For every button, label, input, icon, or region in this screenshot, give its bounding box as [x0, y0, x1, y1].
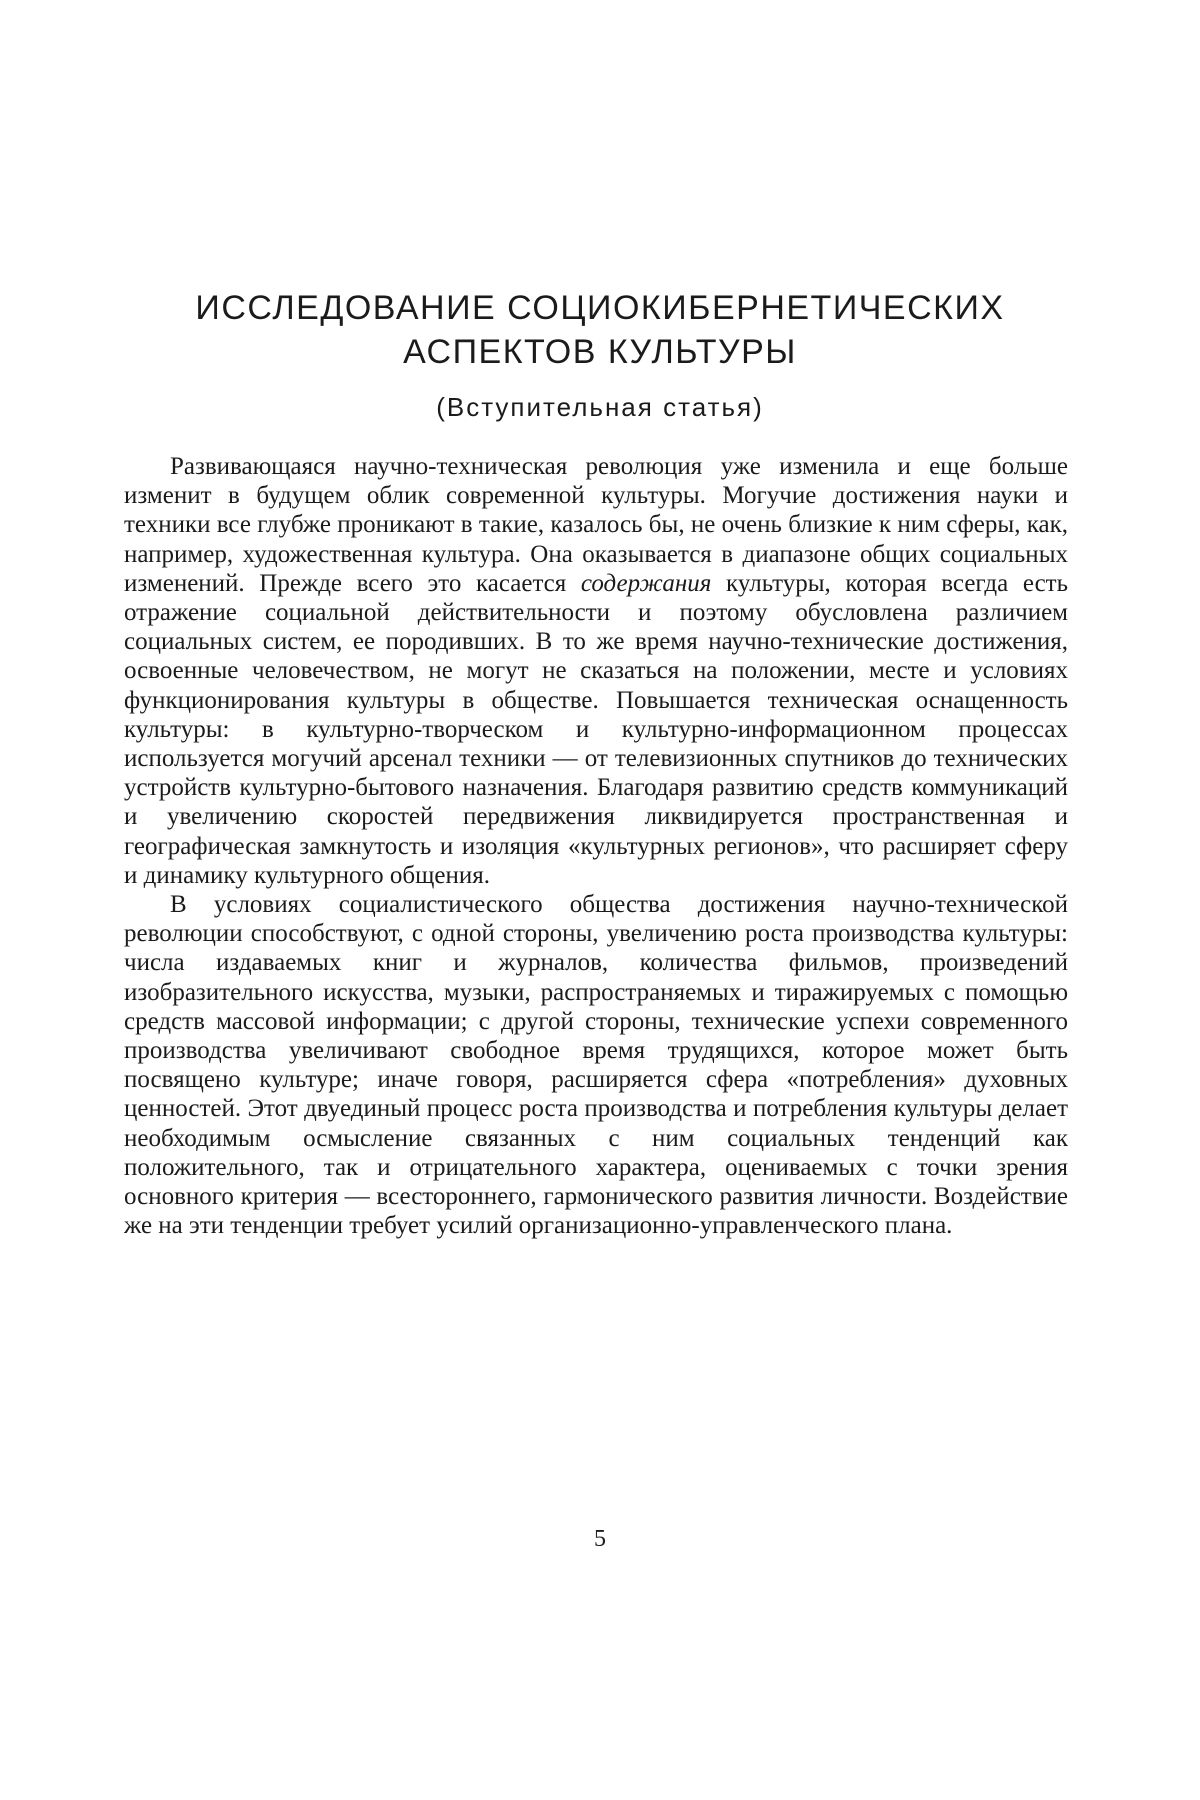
- article-title-line-2: АСПЕКТОВ КУЛЬТУРЫ: [403, 333, 797, 371]
- paragraph-1: [124, 452, 1068, 890]
- paragraph-1-text-start: Развивающаяся научно-техническая революция уже изменила и еще больше изменит в будущем облик современной культуры. Могучие достижения науки и техники все глубже проникают в такие, казалось бы, не очень близкие к ним сферы, как, например, художественная культура. Она оказывается в диапазоне общих социальных изменений. Прежде всего это касается: [124, 453, 1068, 597]
- article-title: [130, 286, 1070, 374]
- paragraph-2: В условиях социалистического общества достижения научно-технической революции способствуют, с одной стороны, увеличению роста производства культуры: числа издаваемых книг и журналов, количества фильмов, произведений изобразительного искусства, музыки, распространяемых и тиражируемых с помощью средств массовой информации; с другой стороны, технические успехи современного производства увеличивают свободное время трудящихся, которое может быть посвящено культуре; иначе говоря, расширяется сфера «потребления» духовных ценностей. Этот двуединый процесс роста производства и потребления культуры делает необходимым осмысление связанных с ним социальных тенденций как положительного, так и отрицательного характера, оцениваемых с точки зрения основного критерия — всестороннего, гармонического развития личности. Воздействие же на эти тенденции требует усилий организационно-управленческого плана.: [124, 891, 1068, 1240]
- paragraph-1-text-end: культуры, которая всегда есть отражение социальной действительности и поэтому обусловлена различием социальных систем, ее породивших. В то же время научно-технические достижения, освоенные человечеством, не могут не сказаться на положении, месте и условиях функционирования культуры в обществе. Повышается техническая оснащенность культуры: в культурно-творческом и культурно-информационном процессах используется могучий арсенал техники — от телевизионных спутников до технических устройств культурно-бытового назначения. Благодаря развитию средств коммуникаций и увеличению скоростей передвижения ликвидируется пространственная и географическая замкнутость и изоляция «культурных регионов», что расширяет сферу и динамику культурного общения.: [124, 569, 1068, 889]
- article-body: [124, 452, 1068, 1240]
- emphasized-word: содержания: [580, 569, 712, 597]
- article-subtitle: (Вступительная статья): [436, 392, 764, 422]
- article-title-line-1: ИССЛЕДОВАНИЕ СОЦИОКИБЕРНЕТИЧЕСКИХ: [195, 289, 1005, 327]
- page-number: 5: [594, 1526, 606, 1552]
